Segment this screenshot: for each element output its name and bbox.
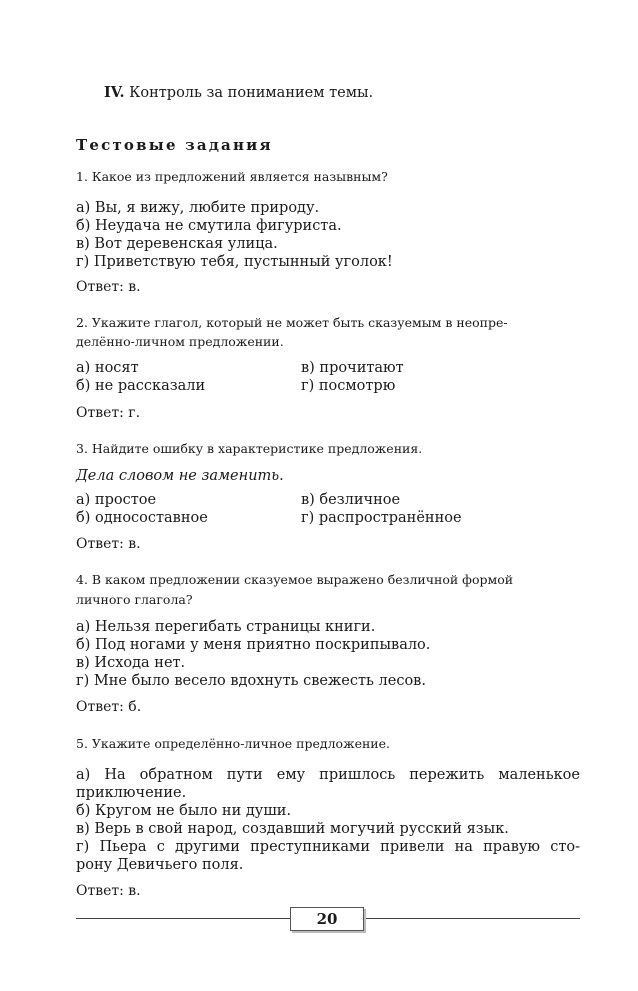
q4-option-c: в) Исхода нет. <box>76 655 186 671</box>
q5-option-d-line-2: рону Девичьего поля. <box>76 857 244 873</box>
question-4-line-1: 4. В каком предложении сказуемое выражено безличной формой <box>76 572 514 587</box>
q4-option-b: б) Под ногами у меня приятно поскрипывало. <box>76 637 431 653</box>
question-2-line-1: 2. Укажите глагол, который не может быть сказуемым в неопре- <box>76 315 508 330</box>
question-4-line-2: личного глагола? <box>76 592 193 607</box>
q2-option-d: г) посмотрю <box>301 378 396 394</box>
q5-option-a-line-2: приключение. <box>76 785 187 801</box>
q5-option-b: б) Кругом не было ни души. <box>76 803 292 819</box>
q5-answer: Ответ: в. <box>76 883 141 899</box>
q1-option-b: б) Неудача не смутила фигуриста. <box>76 218 342 234</box>
q4-option-d: г) Мне было весело вдохнуть свежесть лесов. <box>76 673 426 689</box>
q1-answer: Ответ: в. <box>76 279 141 295</box>
q2-option-b: б) не рассказали <box>76 378 206 394</box>
q3-option-b: б) односоставное <box>76 510 208 526</box>
q5-option-a-line-1: а) На обратном пути ему пришлось пережить маленькое <box>76 767 580 783</box>
q3-option-c: в) безличное <box>301 492 401 508</box>
q4-answer: Ответ: б. <box>76 699 142 715</box>
tests-title: Тестовые задания <box>76 136 273 154</box>
q4-option-a: а) Нельзя перегибать страницы книги. <box>76 619 376 635</box>
q2-option-c: в) прочитают <box>301 360 404 376</box>
q5-option-d-line-1: г) Пьера с другими преступниками привели на правую сто- <box>76 839 580 855</box>
section-number: IV. <box>104 84 125 101</box>
q1-option-c: в) Вот деревенская улица. <box>76 236 278 252</box>
footer-rule-right <box>364 918 580 919</box>
q3-answer: Ответ: в. <box>76 536 141 552</box>
q2-answer: Ответ: г. <box>76 405 141 421</box>
question-1: 1. Какое из предложений является назывным? <box>76 169 388 184</box>
q1-option-a: а) Вы, я вижу, любите природу. <box>76 200 320 216</box>
section-heading <box>104 84 373 101</box>
section-title: Контроль за пониманием темы. <box>129 85 374 101</box>
q5-option-c: в) Верь в свой народ, создавший могучий русский язык. <box>76 821 509 837</box>
footer-rule-left <box>76 918 290 919</box>
q3-example-period: . <box>279 468 284 484</box>
q2-option-a: а) носят <box>76 360 139 376</box>
q3-option-d: г) распространённое <box>301 510 462 526</box>
question-3: 3. Найдите ошибку в характеристике предложения. <box>76 441 423 456</box>
question-2-line-2: делённо-личном предложении. <box>76 334 284 349</box>
page-number: 20 <box>290 907 364 931</box>
q3-option-a: а) простое <box>76 492 157 508</box>
q3-example <box>76 467 580 485</box>
q3-example-text: Дела словом не заменить <box>76 468 280 484</box>
question-5: 5. Укажите определённо-личное предложение. <box>76 736 391 751</box>
q1-option-d: г) Приветствую тебя, пустынный уголок! <box>76 254 393 270</box>
